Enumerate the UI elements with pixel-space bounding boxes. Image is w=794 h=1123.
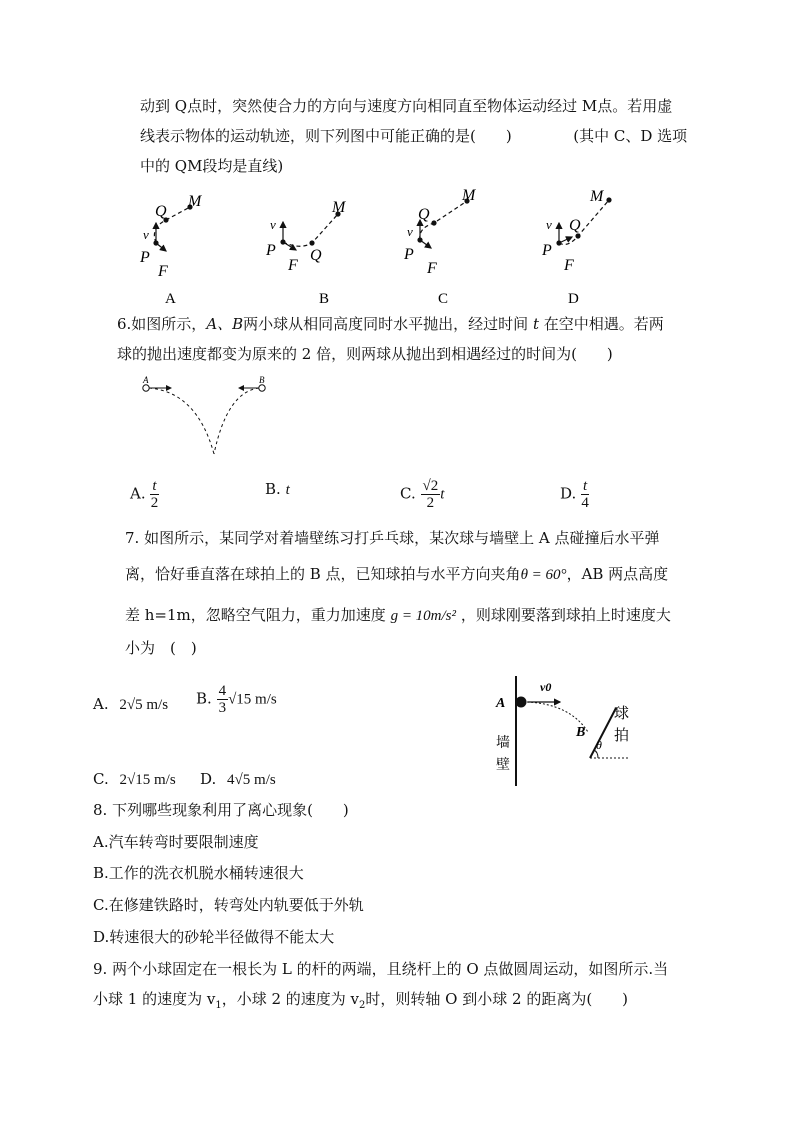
fig-c-q: Q [418,206,430,223]
q9-sub1: 1 [215,1000,222,1011]
q8-option-a[interactable]: A.汽车转弯时要限制速度 [93,833,259,851]
q7-option-c-label: C. [93,770,109,788]
q7-option-a-value: 2√5 m/s [119,697,169,713]
q6-fig-b: B [259,375,265,385]
q6-option-d-label: D. [560,484,577,503]
q6-line1c: 两小球从相同高度同时水平抛出，经过时间 [243,315,529,333]
fig-c-p: P [404,246,414,263]
q6-figure [135,372,295,462]
fig-c-f: F [427,260,437,277]
fig-b-v: v [270,217,276,232]
q7-option-b-label: B. [196,689,212,708]
fig-a-q: Q [155,203,167,220]
fig-c-m: M [462,187,476,204]
q7-option-b[interactable] [196,683,277,716]
q7-option-b-frac: $\frac{4}{3}$ [218,683,227,716]
q7-option-d[interactable] [200,768,276,791]
fig-a-f: F [158,263,168,280]
q7-fig-wall1: 墙 [496,736,510,751]
q6-line1b: A、B [206,315,244,333]
q6-option-b[interactable] [265,478,290,501]
fig-c-v: v [407,224,413,239]
fig-b-p: P [266,242,276,259]
q6-option-d-frac: $\frac{t}{4}$ [581,478,589,511]
q7-line3c: ，则球刚要落到球拍上时速度大 [460,606,671,624]
q6-option-d[interactable] [560,478,589,511]
q7-option-a-label: A. [93,695,109,713]
q6-line1a: 6.如图所示， [117,315,207,333]
fig-b-label: B [319,291,330,307]
q7-option-d-value: 4√5 m/s [227,772,276,788]
fig-a-m: M [188,193,202,210]
q6-line2: 球的抛出速度都变为原来的 2 倍，则两球从抛出到相遇经过的时间为( ) [117,345,613,363]
q6-option-c-tail: t [440,486,445,503]
fig-c-label: C [438,291,449,307]
q7-fig-b: B [576,725,586,740]
fig-a-v: v [143,227,149,242]
q5-line2-main: 线表示物体的运动轨迹，则下列图中可能正确的是( ) [140,127,512,145]
q9-sub2: 2 [359,1000,366,1011]
fig-d-q: Q [569,217,581,234]
q6-option-b-value: t [285,482,290,498]
q6-option-a-label: A. [130,484,146,503]
q7-fig-bat2: 拍 [614,728,630,744]
q5-line2-note: (其中 C、D 选项 [573,127,688,145]
fig-d-v: v [546,217,552,232]
q6-option-a-frac: $\frac{t}{2}$ [150,478,159,511]
q7-line2 [125,563,668,586]
figure-b [265,199,347,307]
fig-d-label: D [568,291,579,307]
q9-line2a: 小球 1 的速度为 v [93,990,216,1008]
q7-line3 [125,604,671,627]
q8-option-b[interactable]: B.工作的洗衣机脱水桶转速很大 [93,864,304,882]
figure-a [139,193,203,307]
q7-option-a[interactable] [93,693,168,716]
figure-c [403,187,477,307]
q6-option-c[interactable] [400,478,444,511]
q5-figures [0,180,794,320]
q6-line1d: t [532,315,539,333]
q8-option-c[interactable]: C.在修建铁路时，转弯处内轨要低于外轨 [93,896,364,914]
fig-a-label: A [165,291,176,307]
q7-option-c-value: 2√15 m/s [119,772,176,788]
q9-line2e: 时，则转轴 O 到小球 2 的距离为( ) [365,990,629,1008]
q5-line3: 中的 QM段均是直线) [140,157,284,175]
q7-fig-a: A [496,696,506,711]
q9-line1: 9. 两个小球固定在一根长为 L 的杆的两端，且绕杆上的 O 点做圆周运动，如图所示.当 [93,960,669,978]
q6-line1e: 在空中相遇。若两 [543,315,664,333]
q7-theta: θ = 60° [520,567,567,583]
q7-fig-wall2: 壁 [496,758,510,773]
q9-line2c: ，小球 2 的速度为 v [221,990,360,1008]
fig-b-m: M [332,199,346,216]
figure-d [541,188,612,307]
q7-fig-theta: θ [596,738,602,752]
q9-line2 [93,988,628,1017]
q5-line2 [140,125,687,147]
q7-option-b-value: √15 m/s [228,691,277,708]
q7-gravity: g = 10m/s² [390,608,457,624]
q7-line2a: 离，恰好垂直落在球拍上的 B 点，已知球拍与水平方向夹角 [125,565,521,583]
q6-option-c-frac: $\frac{√2}{2}$ [422,478,439,511]
q6-option-a[interactable] [130,478,159,511]
q7-figure [490,672,670,792]
q7-line3a: 差 h=1m，忽略空气阻力，重力加速度 [125,606,386,624]
q5-line1: 动到 Q点时，突然使合力的方向与速度方向相同直至物体运动经过 M点。若用虚 [140,97,673,115]
q7-fig-v0: v0 [540,680,552,694]
fig-d-f: F [564,257,574,274]
q6-option-b-label: B. [265,480,281,498]
q7-option-d-label: D. [200,770,217,788]
q7-option-c[interactable] [93,768,176,791]
q7-line4: 小为 ( ) [125,639,197,657]
q7-line1: 7. 如图所示，某同学对着墙壁练习打乒乓球，某次球与墙壁上 A 点碰撞后水平弹 [125,529,660,547]
q7-fig-bat1: 球 [614,706,630,722]
q7-line2c: ，AB 两点高度 [566,565,669,583]
q6-line1 [117,313,664,335]
fig-d-m: M [590,188,604,205]
fig-d-p: P [542,242,552,259]
q6-option-c-label: C. [400,484,416,503]
fig-b-q: Q [310,247,322,264]
q6-fig-a: A [143,375,149,385]
q8-option-d[interactable]: D.转速很大的砂轮半径做得不能太大 [93,928,335,946]
fig-a-p: P [140,249,150,266]
fig-b-f: F [288,257,298,274]
q8-stem: 8. 下列哪些现象利用了离心现象( ) [93,801,349,819]
